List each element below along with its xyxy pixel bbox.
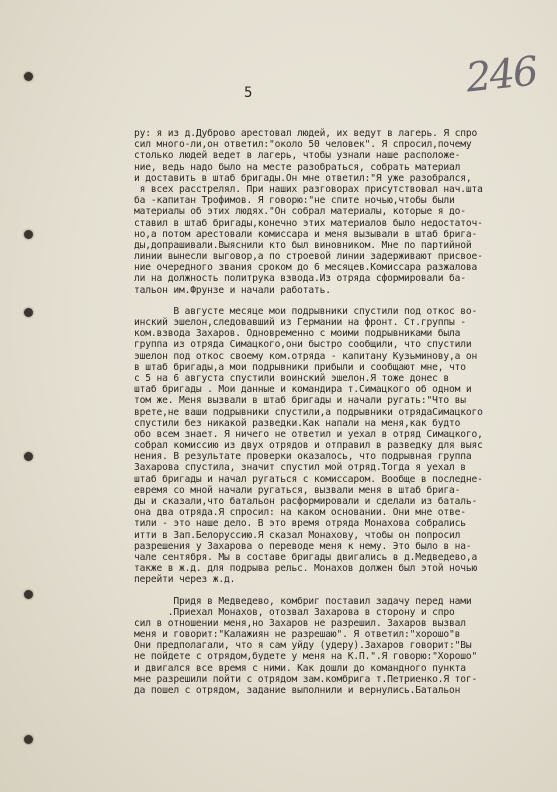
text-line: с 5 на 6 августа спустили воинский эшелон.Я тоже донес в: [134, 372, 450, 384]
text-line: сил много-ли,он ответил:"около 50 человек". Я спросил,почему: [134, 139, 472, 151]
archive-folio-number: 246: [463, 48, 539, 102]
punch-hole: [24, 72, 33, 81]
text-line: линии вынесли выговор,а по строевой линии задерживают присвое-: [134, 251, 483, 263]
text-line: евремя со мной начали ругаться, вызвали меня в штаб брига-: [134, 484, 461, 496]
text-line: разрешения у Захарова о переводе меня к нему. Это было в на-: [134, 540, 472, 552]
text-line: В августе месяце мои подрывники спустили под откос во-: [134, 305, 478, 317]
text-line: эшелон под откос своему ком.отряда - капитану Кузьминову,а он: [134, 350, 478, 362]
text-line: ние, ведь надо было на месте разобраться, собрать материал: [134, 161, 461, 173]
text-line: не пойдете с отрядом,будете у меня на К.П.".Я говорю:"Хорошо": [134, 651, 478, 663]
text-line: группа из отряда Симацкого,они быстро сообщили, что спустили: [134, 339, 472, 351]
text-line: ды,допрашивали.Выяснили кто был виновником. Мне по партийной: [134, 239, 472, 251]
text-line: ставил в штаб бригады,конечно этих материалов было недостаточ-: [134, 217, 483, 229]
punch-hole: [24, 308, 33, 317]
text-line: меня и говорит:"Калажиян не разрешаю". Я ответил:"хорошо"в: [134, 629, 461, 641]
text-line: нения. В результате проверки оказалось, что подрывная группа: [134, 451, 472, 463]
text-line: она два отряда.Я спросил: на каком основании. Они мне отве-: [134, 507, 466, 519]
text-line: тальон им.Фрунзе и начали работать.: [134, 284, 331, 296]
punch-hole: [24, 735, 33, 744]
text-line: Они предполагали, что я сам уйду (удеру).Захаров говорит:"Вы: [134, 640, 472, 652]
punch-hole: [24, 452, 33, 461]
text-line: инский эшелон,следовавший из Германии на фронт. Ст.группы -: [134, 317, 466, 328]
paragraph-gap: [134, 586, 554, 596]
text-line: ком.взвода Захаров. Одновременно с моими подрывниками была: [134, 328, 461, 340]
text-line: и двигался все время с ними. Как дошли до командного пункта: [134, 662, 466, 674]
text-line: мне разрешили пойти с отрядом зам.комбрига т.Петриенко.Я тог-: [134, 673, 478, 685]
text-line: том же. Меня вызвали в штаб бригады и начали ругать:"Что вы: [134, 395, 466, 407]
paragraph-gap: [134, 296, 554, 306]
punch-hole: [24, 230, 33, 239]
text-line: ние очередного звания сроком до 6 месяцев.Комиссара разжалова: [134, 262, 478, 274]
text-line: итти в Зап.Белоруссию.Я сказал Монахову, чтобы он попросил: [134, 529, 461, 541]
text-line: ру: я из д.Дуброво арестовал людей, их ведут в лагерь. Я спро: [134, 128, 478, 139]
text-line: да пошел с отрядом, задание выполнили и вернулись.Батальон: [134, 685, 461, 696]
paragraph: [134, 596, 554, 697]
text-line: перейти через ж.д.: [134, 574, 236, 586]
text-line: спустили без никакой разведки.Как напали на меня,как будто: [134, 417, 461, 429]
text-line: но,а потом арестовали комиссара и меня вызывали в штаб брига-: [134, 228, 478, 240]
text-line: Придя в Медведево, комбриг поставил задачу перед нами: [134, 595, 472, 607]
text-line: .Приехал Монахов, отозвал Захарова в сторону и спро: [134, 606, 455, 618]
text-line: сил в отношении меня,но Захаров не разрешил. Захаров вызвал: [134, 617, 466, 629]
text-line: штаб бригады . Мои данные и командира т.Симацкого об одном и: [134, 384, 472, 396]
text-line: материалы об этих людях."Он собрал материалы, которые я до-: [134, 206, 466, 218]
paragraph: [134, 306, 554, 586]
text-line: штаб бригады и начал ругаться с комиссаром. Вообще в последне-: [134, 473, 483, 485]
paragraph: [134, 128, 554, 296]
text-line: ба -капитан Трофимов. Я говорю:"не спите ночью,чтобы были: [134, 195, 455, 207]
document-body: [134, 128, 554, 696]
text-line: тили - это наше дело. В это время отряда Монахова собрались: [134, 518, 466, 530]
text-line: врете,не ваши подрывники спустили,а подрывники отрядаСимацкого: [134, 406, 483, 418]
text-line: также в ж.д. для подрыва рельс. Монахов должен был этой ночью: [134, 563, 478, 575]
text-line: и доставить в штаб бригады.Он мне ответил:"Я уже разобрался,: [134, 172, 472, 184]
text-line: в штаб бригады,а мои подрывники прибыли и сообщают мне, что: [134, 361, 466, 373]
text-line: столько людей ведет в лагерь, чтобы узнали наше расположе-: [134, 150, 461, 162]
text-line: ли на должность политрука взвода.Из отряда сформировали ба-: [134, 273, 466, 285]
page-number: 5: [244, 85, 253, 101]
text-line: Захарова спустила, значит спустил мой отряд.Тогда я уехал в: [134, 462, 466, 474]
text-line: ды и сказали,что батальон расформировали и сделали из баталь-: [134, 496, 478, 507]
text-line: обо всем знает. Я ничего не ответил и уехал в отряд Симацкого,: [134, 428, 483, 440]
text-line: я всех расстрелял. При наших разговорах присутствовал нач.шта: [134, 183, 483, 195]
punch-hole: [24, 590, 33, 599]
text-line: чале сентября. Мы в составе бригады двигались в д.Медведево,а: [134, 551, 478, 563]
text-line: собрал комиссию из двух отрядов и отправил в разведку для выяс: [134, 440, 483, 452]
